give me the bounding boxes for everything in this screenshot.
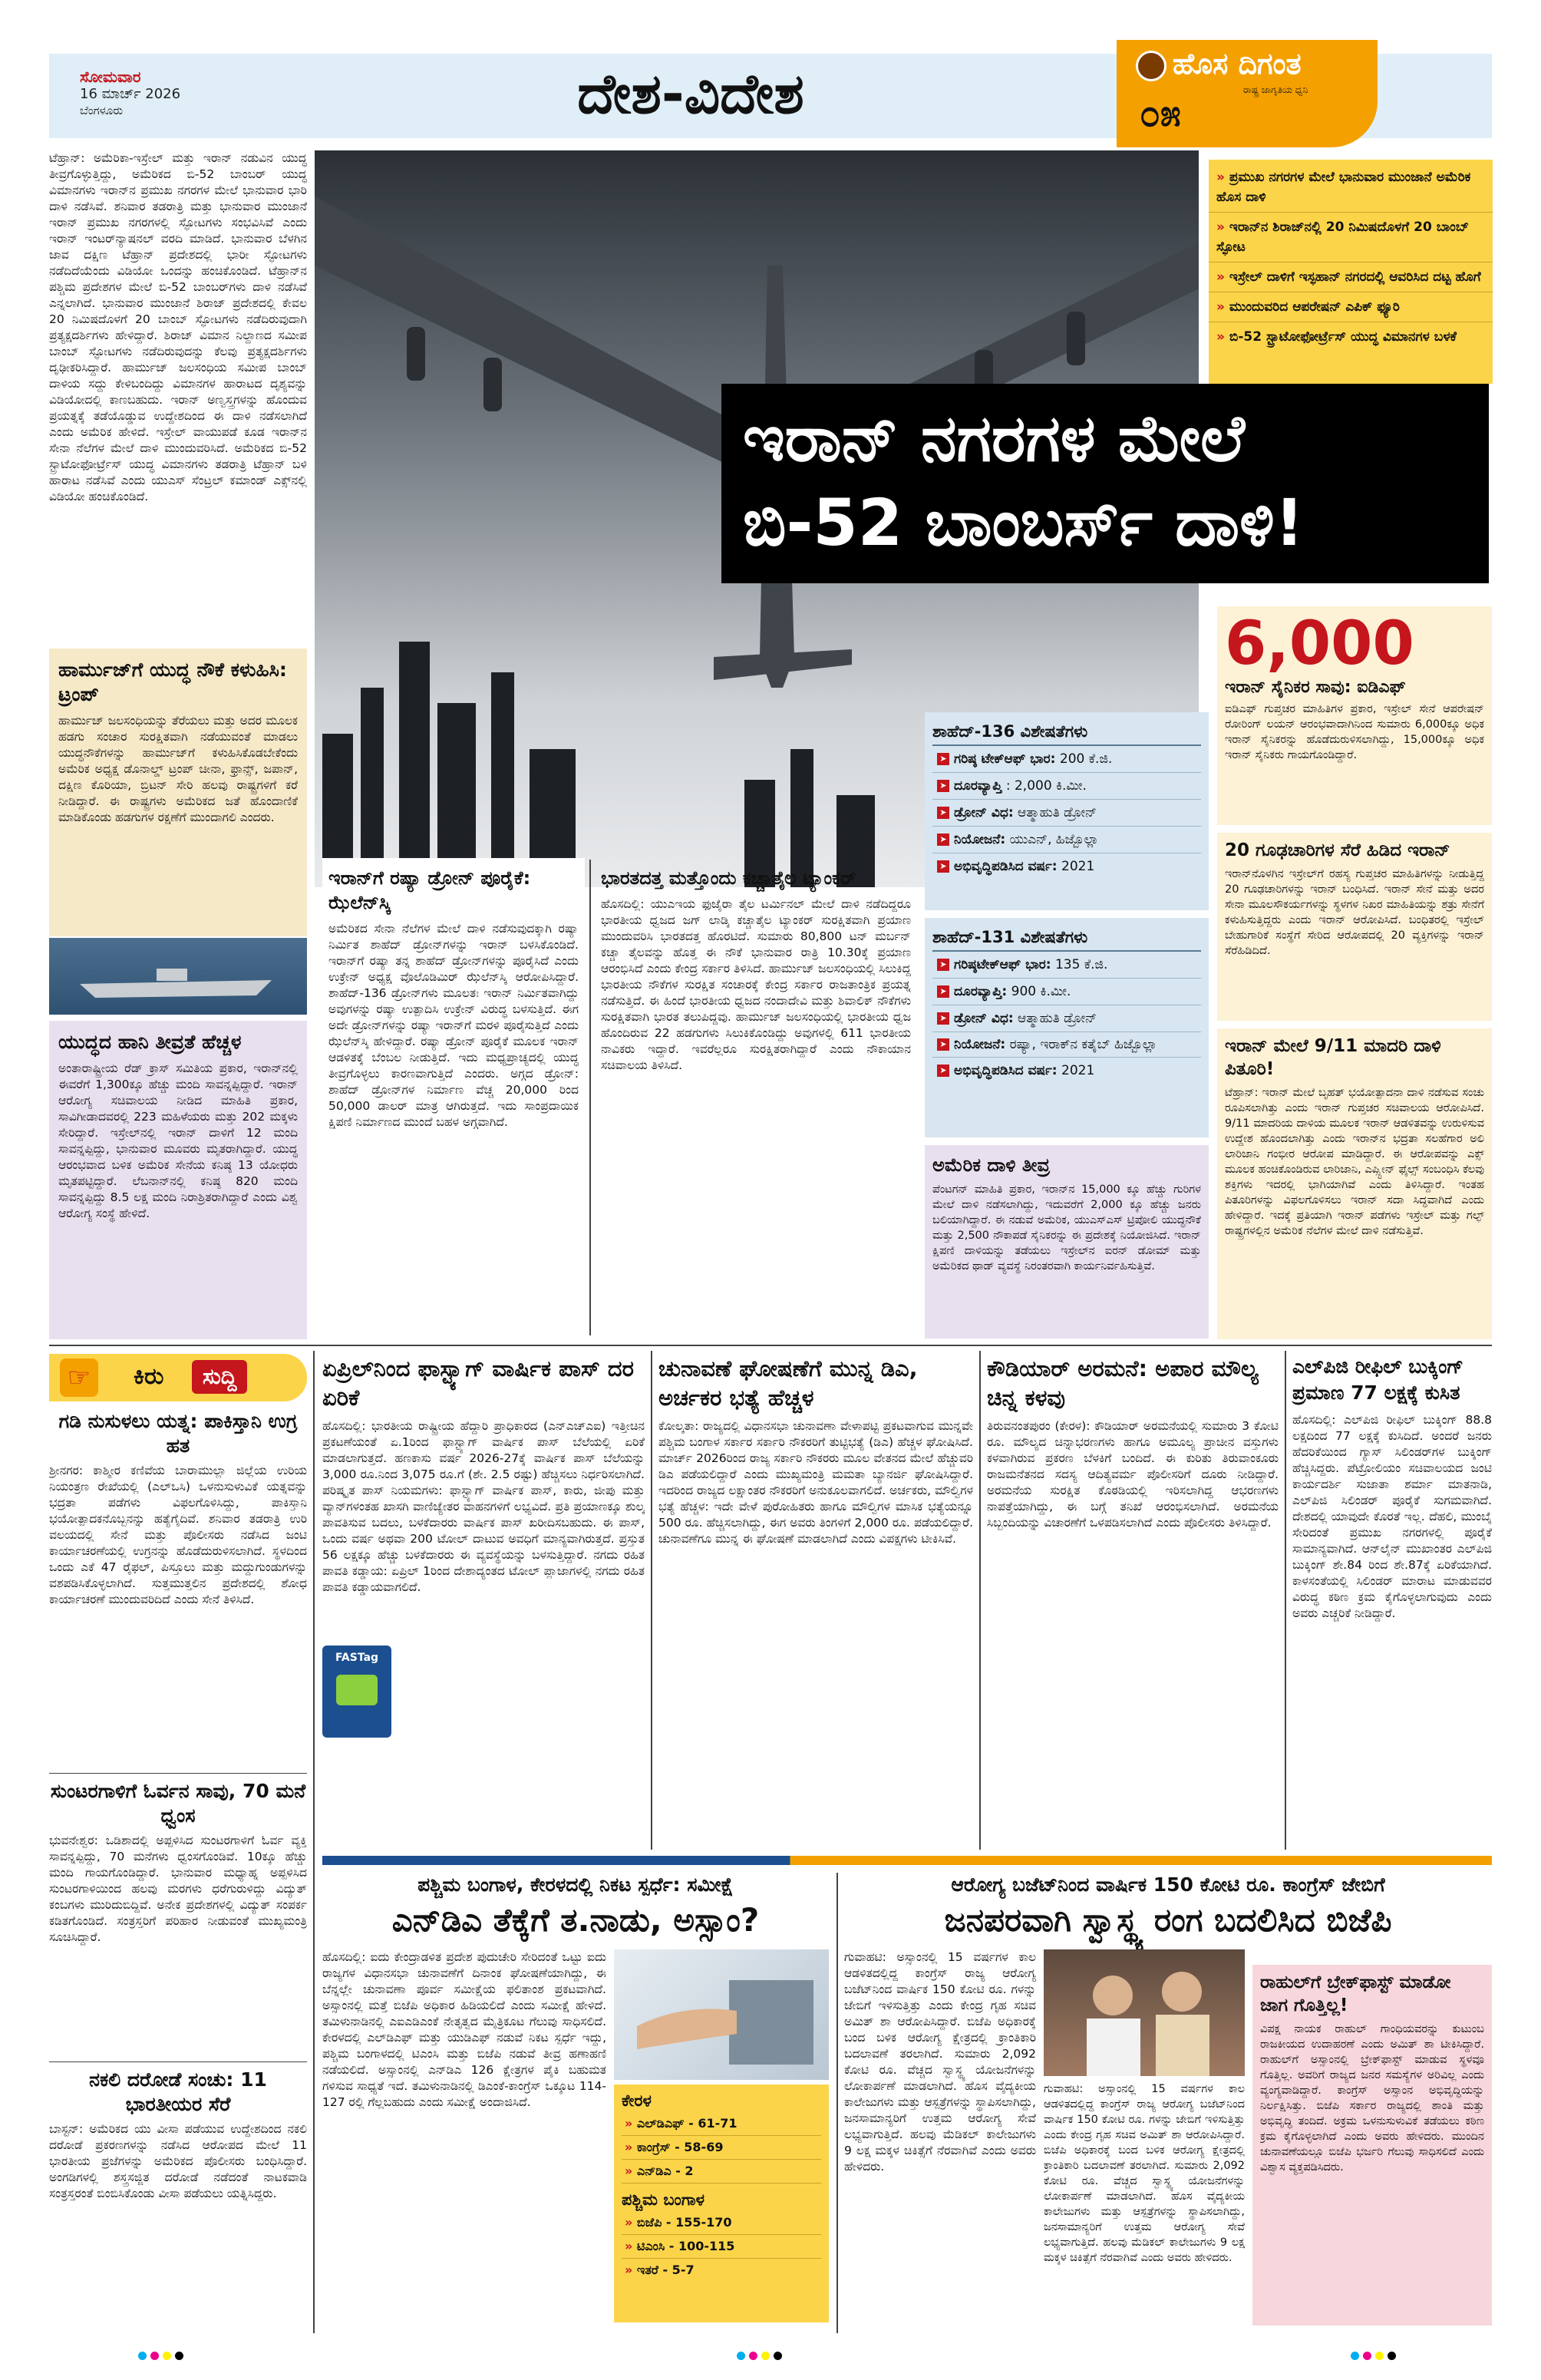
kowdiar-body: ತಿರುವನಂತಪುರಂ (ಕೇರಳ): ಕೌಡಿಯಾರ್ ಅರಮನೆಯಲ್ಲಿ ಸುಮಾರು 3 ಕೋಟಿ ರೂ. ಮೌಲ್ಯದ ಚಿನ್ನಾಭರಣಗಳು ಹಾಗೂ ಅಮೂಲ್ಯ ಪ್ರಾಚೀನ ವಸ್ತುಗಳು ಕಳವಾಗಿರುವ ಪ್ರಕರಣ ಬೆಳಕಿಗೆ ಬಂದಿದೆ. ಈ ಕುರಿತು ತಿರುವಾಂಕೂರು ರಾಜಮನೆತನದ ಸದಸ್ಯ ಆದಿತ್ಯವರ್ಮ ಪೊಲೀಸರಿಗೆ ದೂರು ನೀಡಿದ್ದಾರೆ. ಅರಮನೆಯ ಸುರಕ್ಷಿತ ಕೊಠಡಿಯಲ್ಲಿ ಇರಿಸಲಾಗಿದ್ದ ಆಭರಣಗಳು ನಾಪತ್ತೆಯಾಗಿದ್ದು, ಈ ಬಗ್ಗೆ ತನಿಖೆ ಆರಂಭಿಸಲಾಗಿದೆ. ಅರಮನೆಯ ಸಿಬ್ಬಂದಿಯನ್ನು ವಿಚಾರಣೆಗೆ ಒಳಪಡಿಸಲಾಗಿದೆ ಎಂದು ಪೊಲೀಸರು ತಿಳಿಸಿದ್ದಾರೆ. <box>987 1419 1279 1530</box>
lead-highlights <box>1209 160 1493 384</box>
spec-row: ➤ ಗರಿಷ್ಠಟೇಕ್‌ಆಫ್ ಭಾರ: 135 ಕೆ.ಜಿ. <box>932 952 1201 979</box>
ballot-hand-icon <box>614 1949 829 2080</box>
da-title: ಚುನಾವಣೆ ಘೋಷಣೆಗೆ ಮುನ್ನ ಡಿಎ, ಅರ್ಚಕರ ಭತ್ಯೆ ಹೆಚ್ಚಳ <box>658 1355 918 1411</box>
arrow-icon: ➤ <box>937 1038 949 1051</box>
drone-title: ಇರಾನ್‌ಗೆ ರಷ್ಯಾ ಡ್ರೋನ್ ಪೂರೈಕೆ: ಝೆಲೆನ್‌ಸ್ಕಿ <box>328 867 531 913</box>
hormuz-title: ಹಾರ್ಮುಜ್‌ಗೆ ಯುದ್ಧ ನೌಕೆ ಕಳುಹಿಸಿ: ಟ್ರಂಪ್ <box>58 659 287 705</box>
stat-number: 6,000 <box>1225 609 1414 678</box>
nine-eleven-box <box>1217 1028 1492 1339</box>
masthead-date-block <box>80 68 233 118</box>
stat-body: ಐಡಿಎಫ್ ಗುಪ್ತಚರ ಮಾಹಿತಿಗಳ ಪ್ರಕಾರ, ಇಸ್ರೇಲ್ ಸೇನೆ ಆಪರೇಷನ್ ರೋರಿಂಗ್ ಲಯನ್ ಆರಂಭವಾದಾಗಿನಿಂದ ಸುಮಾರು 6,000ಕ್ಕೂ ಅಧಿಕ ಇರಾನ್ ಸೈನಿಕರನ್ನು ಹೊಡೆದುರುಳಿಸಲಾಗಿದ್ದು, 15,000ಕ್ಕೂ ಅಧಿಕ ಇರಾನ್ ಸೈನಿಕರು ಗಾಯಗೊಂಡಿದ್ದಾರೆ. <box>1225 703 1484 761</box>
tanker-title: ಭಾರತದತ್ತ ಮತ್ತೊಂದು ಕಚ್ಚಾತೈಲ ಟ್ಯಾಂಕರ್ <box>601 867 856 889</box>
kiru-divider <box>49 1773 307 1774</box>
arrow-icon: ➤ <box>937 753 949 765</box>
bengal-title: ಪಶ್ಚಿಮ ಬಂಗಾಳ <box>622 2190 705 2209</box>
spies-body: ಇರಾನ್‌ನೊಳಗಿನ ಇಸ್ರೇಲ್‌ಗೆ ರಹಸ್ಯ ಗುಪ್ತಚರ ಮಾಹಿತಿಗಳನ್ನು ನೀಡುತ್ತಿದ್ದ 20 ಗೂಢಚಾರಿಗಳನ್ನು ಇರಾನ್ ಬಂಧಿಸಿದೆ. ಇರಾನ್ ಸೇನೆ ಮತ್ತು ಅದರ ಸೇನಾ ಮೂಲಸೌಕರ್ಯಗಳನ್ನು ಸ್ಥಳಗಳ ನಿಖರ ಮಾಹಿತಿಯನ್ನು ಶತ್ರು ಸೇನೆಗೆ ಕಳುಹಿಸುತ್ತಿದ್ದರು ಎಂದು ಇರಾನ್ ಆರೋಪಿಸಿದೆ. ಬಂಧಿತರಲ್ಲಿ ಇಸ್ರೇಲ್ ಬೇಹುಗಾರಿಕೆ ಸಂಸ್ಥೆಗೆ ಸೇರಿದ ಆರೋಪದಲ್ಲಿ 20 ವ್ಯಕ್ತಿಗಳನ್ನು ಇರಾನ್ ಸೆರೆಹಿಡಿದಿದೆ. <box>1225 868 1484 957</box>
survey-kicker: ಪಶ್ಚಿಮ ಬಂಗಾಳ, ಕೇರಳದಲ್ಲಿ ನಿಕಟ ಸ್ಪರ್ಧೆ: ಸಮೀಕ್ಷೆ <box>417 1873 734 1896</box>
arrow-icon: ➤ <box>937 985 949 998</box>
rahul-box <box>1252 1965 1492 2326</box>
car-icon <box>336 1675 378 1705</box>
warship-photo <box>49 938 307 1015</box>
highlight-item: » ಬಿ-52 ಸ್ಟ್ರಾಟೋಫೋರ್ಟ್ರೆಸ್ ಯುದ್ಧ ವಿಮಾನಗಳ ಬಳಕೆ <box>1216 329 1457 345</box>
column-rule <box>313 1351 315 2333</box>
lead-headline-line1: ಇರಾನ್ ನಗರಗಳ ಮೇಲೆ <box>743 401 1245 476</box>
hormuz-body: ಹಾರ್ಮುಜ್ ಜಲಸಂಧಿಯನ್ನು ತೆರೆಯಲು ಮತ್ತು ಅದರ ಮೂಲಕ ಹಡಗು ಸಂಚಾರ ಸುರಕ್ಷಿತವಾಗಿ ನಡೆಯುವಂತೆ ಮಾಡಲು ಯುದ್ಧನೌಕೆಗಳನ್ನು ಹಾರ್ಮುಜ್‌ಗೆ ಕಳುಹಿಸಿಕೊಡಬೇಕೆಂದು ಅಮೆರಿಕ ಅಧ್ಯಕ್ಷ ಡೊನಾಲ್ಡ್ ಟ್ರಂಪ್ ಚೀನಾ, ಫ್ರಾನ್ಸ್, ಜಪಾನ್, ದಕ್ಷಿಣ ಕೊರಿಯಾ, ಬ್ರಿಟನ್ ಸೇರಿ ಹಲವು ರಾಷ್ಟ್ರಗಳಿಗೆ ಕರೆ ನೀಡಿದ್ದಾರೆ. ಈ ರಾಷ್ಟ್ರಗಳು ಅಮೆರಿಕದ ಜತೆ ಹೊಂದಾಣಿಕೆ ಮಾಡಿಕೊಂಡು ಹಡಗುಗಳ ರಕ್ಷಣೆಗೆ ಮುಂದಾಗಲಿ ಎಂದರು. <box>58 714 298 824</box>
shahed136-box <box>925 712 1209 910</box>
health-title: ಜನಪರವಾಗಿ ಸ್ವಾಸ್ಥ್ಯ ರಂಗ ಬದಲಿಸಿದ ಬಿಜೆಪಿ <box>944 1901 1392 1939</box>
nine-eleven-title: ಇರಾನ್ ಮೇಲೆ 9/11 ಮಾದರಿ ದಾಳಿ ಪಿತೂರಿ! <box>1225 1036 1441 1079</box>
kiru-body: ಬಾಸ್ಟನ್: ಅಮೆರಿಕದ ಯು ವೀಸಾ ಪಡೆಯುವ ಉದ್ದೇಶದಿಂದ ನಕಲಿ ದರೋಡೆ ಪ್ರಕರಣಗಳನ್ನು ನಡೆಸಿದ ಆರೋಪದ ಮೇಲೆ 11 ಭಾರತೀಯ ಪ್ರಜೆಗಳನ್ನು ಅಮೆರಿಕದ ಪೊಲೀಸರು ಬಂಧಿಸಿದ್ದಾರೆ. ಅಂಗಡಿಗಳಲ್ಲಿ ಶಸ್ತ್ರಸಜ್ಜಿತ ದರೋಡೆ ನಡೆದಂತೆ ನಾಟಕವಾಡಿ ಸಂತ್ರಸ್ತರಂತೆ ಬಿಂಬಿಸಿಕೊಂಡು ವೀಸಾ ಪಡೆಯಲು ಯತ್ನಿಸಿದ್ದರು. <box>49 2122 307 2200</box>
column-rule <box>589 860 591 1335</box>
shahed136-title: ಶಾಹೆದ್-136 ವಿಶೇಷತೆಗಳು <box>932 718 1201 746</box>
paper-name: ಹೊಸ ದಿಗಂತ <box>1173 47 1302 81</box>
kowdiar-title: ಕೌಡಿಯಾರ್ ಅರಮನೆ: ಅಪಾರ ಮೌಲ್ಯ ಚಿನ್ನ ಕಳವು <box>987 1355 1259 1411</box>
arrow-icon: ➤ <box>937 1065 949 1077</box>
survey-body: ಹೊಸದಿಲ್ಲಿ: ಐದು ಕೇಂದ್ರಾಡಳಿತ ಪ್ರದೇಶ ಪುದುಚೇರಿ ಸೇರಿದಂತೆ ಒಟ್ಟು ಐದು ರಾಜ್ಯಗಳ ವಿಧಾನಸಭಾ ಚುನಾವಣೆಗೆ ದಿನಾಂಕ ಘೋಷಣೆಯಾಗಿದ್ದು, ಈ ಬೆನ್ನಲ್ಲೇ ಚುನಾವಣಾ ಪೂರ್ವ ಸಮೀಕ್ಷೆಯ ಫಲಿತಾಂಶ ಪ್ರಕಟವಾಗಿದೆ. ಅಸ್ಸಾಂನಲ್ಲಿ ಮತ್ತೆ ಬಿಜೆಪಿ ಅಧಿಕಾರ ಹಿಡಿಯಲಿದೆ ಎಂದು ಸಮೀಕ್ಷೆ ಹೇಳಿದೆ. ತಮಿಳುನಾಡಿನಲ್ಲಿ ಎಐಎಡಿಎಂಕೆ ನೇತೃತ್ವದ ಮೈತ್ರಿಕೂಟ ಗೆಲುವು ಸಾಧಿಸಲಿದೆ. ಕೇರಳದಲ್ಲಿ ಎಲ್‌ಡಿಎಫ್ ಮತ್ತು ಯುಡಿಎಫ್ ನಡುವೆ ನಿಕಟ ಸ್ಪರ್ಧೆ ಇದ್ದು, ಪಶ್ಚಿಮ ಬಂಗಾಳದಲ್ಲಿ ಟಿಎಂಸಿ ಮತ್ತು ಬಿಜೆಪಿ ನಡುವೆ ತೀವ್ರ ಹಣಾಹಣಿ ನಡೆಯಲಿದೆ. ಅಸ್ಸಾಂನಲ್ಲಿ ಎನ್‌ಡಿಎ 126 ಕ್ಷೇತ್ರಗಳ ಪೈಕಿ ಬಹುಮತ ಗಳಿಸುವ ಸಾಧ್ಯತೆ ಇದೆ. ತಮಿಳುನಾಡಿನಲ್ಲಿ ಡಿಎಂಕೆ-ಕಾಂಗ್ರೆಸ್ ಒಕ್ಕೂಟ 114-127 ರಲ್ಲಿ ಗೆಲ್ಲಬಹುದು ಎಂದು ಸಮೀಕ್ಷೆ ಅಂದಾಜಿಸಿದೆ. <box>322 1950 606 2109</box>
spec-row: ➤ ನಿಯೋಜನೆ: ರಷ್ಯಾ, ಇರಾಕ್‌ನ ಕತೈಬ್ ಹಿಜ್ಬೊಲ್ಲಾ <box>932 1032 1201 1058</box>
drone-body: ಅಮೆರಿಕದ ಸೇನಾ ನೆಲೆಗಳ ಮೇಲೆ ದಾಳಿ ನಡೆಸುವುದಕ್ಕಾಗಿ ರಷ್ಯಾ ನಿರ್ಮಿತ ಶಾಹೆದ್ ಡ್ರೋನ್‌ಗಳನ್ನು ಇರಾನ್ ಬಳಸಿಕೊಂಡಿದೆ. ಇರಾನ್‌ಗೆ ರಷ್ಯಾ ತನ್ನ ಶಾಹೆದ್ ಡ್ರೋನ್‌ಗಳನ್ನು ಪೂರೈಸಿದೆ ಎಂದು ಉಕ್ರೇನ್ ಅಧ್ಯಕ್ಷ ವೊಲೊಡಿಮಿರ್ ಝೆಲೆನ್‌ಸ್ಕಿ ಆರೋಪಿಸಿದ್ದಾರೆ. ಶಾಹೆದ್-136 ಡ್ರೋನ್‌ಗಳು ಮೂಲತಃ ಇರಾನ್ ನಿರ್ಮಿತವಾಗಿದ್ದು ಅವುಗಳನ್ನು ರಷ್ಯಾ ಉತ್ಪಾದಿಸಿ ಉಕ್ರೇನ್ ವಿರುದ್ಧ ಬಳಸುತ್ತಿದೆ. ಈಗ ಅದೇ ಡ್ರೋನ್‌ಗಳನ್ನು ರಷ್ಯಾ ಇರಾನ್‌ಗೆ ಮರಳಿ ಪೂರೈಸುತ್ತಿದೆ ಎಂದು ಝೆಲೆನ್‌ಸ್ಕಿ ಹೇಳಿದ್ದಾರೆ. ರಷ್ಯಾ ಡ್ರೋನ್ ಪೂರೈಕೆ ಮೂಲಕ ಇರಾನ್ ಆಡಳಿತಕ್ಕೆ ಬೆಂಬಲ ನೀಡುತ್ತಿದೆ. ಇದು ಮಧ್ಯಪ್ರಾಚ್ಯದಲ್ಲಿ ಯುದ್ಧ ತೀವ್ರಗೊಳ್ಳಲು ಕಾರಣವಾಗುತ್ತಿದೆ ಎಂದರು. ಅಗ್ಗದ ಡ್ರೋನ್: ಶಾಹೆದ್ ಡ್ರೋನ್‌ಗಳ ನಿರ್ಮಾಣ ವೆಚ್ಚ 20,000 ರಿಂದ 50,000 ಡಾಲರ್ ಮಾತ್ರ ಆಗಿರುತ್ತದೆ. ಇದು ಸಾಂಪ್ರದಾಯಿಕ ಕ್ಷಿಪಣಿ ನಿರ್ಮಾಣದ ಮುಂದೆ ಬಹಳ ಅಗ್ಗವಾಗಿದೆ. <box>328 922 579 1129</box>
brand-logo-icon <box>1136 51 1166 81</box>
kiru-body: ಭುವನೇಶ್ವರ: ಒಡಿಶಾದಲ್ಲಿ ಅಪ್ಪಳಿಸಿದ ಸುಂಟರಗಾಳಿಗೆ ಓರ್ವ ವ್ಯಕ್ತಿ ಸಾವನ್ನಪ್ಪಿದ್ದು, 70 ಮನೆಗಳು ಧ್ವಂಸಗೊಂಡಿವೆ. 10ಕ್ಕೂ ಹೆಚ್ಚು ಮಂದಿ ಗಾಯಗೊಂಡಿದ್ದಾರೆ. ಭಾನುವಾರ ಮಧ್ಯಾಹ್ನ ಅಪ್ಪಳಿಸಿದ ಸುಂಟರಗಾಳಿಯಿಂದ ಹಲವು ಮರಗಳು ಧರೆಗುರುಳಿದ್ದು ವಿದ್ಯುತ್ ಕಂಬಗಳು ಮುರಿದುಬಿದ್ದಿವೆ. ಅನೇಕ ಪ್ರದೇಶಗಳಲ್ಲಿ ವಿದ್ಯುತ್ ಸಂಪರ್ಕ ಕಡಿತಗೊಂಡಿದೆ. ಸಂತ್ರಸ್ತರಿಗೆ ಪರಿಹಾರ ನೀಡುವಂತೆ ಮುಖ್ಯಮಂತ್ರಿ ಸೂಚಿಸಿದ್ದಾರೆ. <box>49 1834 307 1944</box>
voting-photo <box>614 1949 829 2080</box>
suddi-label: ಸುದ್ದಿ <box>192 1360 247 1394</box>
column-rule <box>979 1351 981 1850</box>
fastag-story <box>322 1354 645 1845</box>
arrow-icon: ➤ <box>937 780 949 792</box>
rahul-title: ರಾಹುಲ್‌ಗೆ ಬ್ರೇಕ್‌ಫಾಸ್ಟ್ ಮಾಡೋ ಜಾಗ ಗೊತ್ತಿಲ್ಲ! <box>1260 1972 1451 2015</box>
arrow-icon: ➤ <box>937 807 949 819</box>
kiru-item <box>49 1409 307 1770</box>
lpg-body: ಹೊಸದಿಲ್ಲಿ: ಎಲ್‌ಪಿಜಿ ರೀಫಿಲ್ ಬುಕ್ಕಿಂಗ್ 88.8 ಲಕ್ಷದಿಂದ 77 ಲಕ್ಷಕ್ಕೆ ಕುಸಿದಿದೆ. ಅಂದರೆ ಜನರು ಹೆದರಿಕೆಯಿಂದ ಗ್ಯಾಸ್ ಸಿಲಿಂಡರ್‌ಗಳ ಬುಕ್ಕಿಂಗ್ ಹೆಚ್ಚಿಸಿದ್ದರು. ಪೆಟ್ರೋಲಿಯಂ ಸಚಿವಾಲಯದ ಜಂಟಿ ಕಾರ್ಯದರ್ಶಿ ಸುಜಾತಾ ಶರ್ಮಾ ಮಾತನಾಡಿ, ಎಲ್‌ಪಿಜಿ ಸಿಲಿಂಡರ್ ಪೂರೈಕೆ ಸುಗಮವಾಗಿದೆ. ದೇಶದಲ್ಲಿ ಯಾವುದೇ ಕೊರತೆ ಇಲ್ಲ. ದೆಹಲಿ, ಮುಂಬೈ ಸೇರಿದಂತೆ ಪ್ರಮುಖ ನಗರಗಳಲ್ಲಿ ಪೂರೈಕೆ ಸಾಮಾನ್ಯವಾಗಿದೆ. ಆನ್‌ಲೈನ್ ಮುಖಾಂತರ ಎಲ್‌ಪಿಜಿ ಬುಕ್ಕಿಂಗ್ ಶೇ.84 ರಿಂದ ಶೇ.87ಕ್ಕೆ ಏರಿಕೆಯಾಗಿದೆ. ಕಾಳಸಂತೆಯಲ್ಲಿ ಸಿಲಿಂಡರ್ ಮಾರಾಟ ಮಾಡುವವರ ವಿರುದ್ಧ ಕಠಿಣ ಕ್ರಮ ಕೈಗೊಳ್ಳಲಾಗುವುದು ಎಂದು ಅವರು ಎಚ್ಚರಿಕೆ ನೀಡಿದ್ದಾರೆ. <box>1292 1413 1492 1620</box>
spec-row: ➤ ಅಭಿವೃದ್ಧಿಪಡಿಸಿದ ವರ್ಷ: 2021 <box>932 1058 1201 1084</box>
highlight-item: » ಇಸ್ರೇಲ್ ದಾಳಿಗೆ ಇಸ್ಫಹಾನ್ ನಗರದಲ್ಲಿ ಆವರಿಸಿದ ದಟ್ಟ ಹೊಗೆ <box>1209 262 1493 292</box>
stat-label: ಇರಾನ್ ಸೈನಿಕರ ಸಾವು: ಐಡಿಎಫ್ <box>1225 678 1406 697</box>
drone-story <box>322 858 585 1338</box>
casualties-title: ಯುದ್ಧದ ಹಾನಿ ತೀವ್ರತೆ ಹೆಚ್ಚಳ <box>58 1031 242 1053</box>
america-attack-box <box>925 1145 1209 1339</box>
masthead-city: ಬೆಂಗಳೂರು <box>80 104 124 117</box>
spec-row: ➤ ಗರಿಷ್ಠ ಟೇಕ್‌ಆಫ್ ಭಾರ: 200 ಕೆ.ಜಿ. <box>932 746 1201 773</box>
registration-marks <box>1351 2349 1400 2363</box>
result-row: » ಕಾಂಗ್ರೆಸ್ - 58-69 <box>622 2136 821 2160</box>
shahed131-box <box>925 918 1209 1137</box>
result-row: » ಎನ್‌ಡಿಎ - 2 <box>622 2160 821 2184</box>
registration-marks <box>138 2349 187 2363</box>
arrow-icon: ➤ <box>937 1012 949 1025</box>
kiru-body: ಶ್ರೀನಗರ: ಕಾಶ್ಮೀರ ಕಣಿವೆಯ ಬಾರಾಮುಲ್ಲಾ ಜಿಲ್ಲೆಯ ಉರಿಯ ನಿಯಂತ್ರಣ ರೇಖೆಯಲ್ಲಿ (ಎಲ್‌ಒಸಿ) ಒಳನುಸುಳುವಿಕೆ ಯತ್ನವನ್ನು ಭದ್ರತಾ ಪಡೆಗಳು ವಿಫಲಗೊಳಿಸಿದ್ದು, ಪಾಕಿಸ್ತಾನಿ ಭಯೋತ್ಪಾದಕನೊಬ್ಬನನ್ನು ಹತ್ಯೆಗೈದಿವೆ. ಶನಿವಾರ ತಡರಾತ್ರಿ ಉರಿ ವಲಯದಲ್ಲಿ ಸೇನೆ ಮತ್ತು ಪೊಲೀಸರು ನಡೆಸಿದ ಜಂಟಿ ಕಾರ್ಯಾಚರಣೆಯಲ್ಲಿ ಉಗ್ರನನ್ನು ಹೊಡೆದುರುಳಿಸಲಾಗಿದೆ. ಸ್ಥಳದಿಂದ ಒಂದು ಎಕೆ 47 ರೈಫಲ್, ಪಿಸ್ತೂಲು ಮತ್ತು ಮದ್ದುಗುಂಡುಗಳನ್ನು ವಶಪಡಿಸಿಕೊಳ್ಳಲಾಗಿದೆ. ಸುತ್ತಮುತ್ತಲಿನ ಪ್ರದೇಶದಲ್ಲಿ ಶೋಧ ಕಾರ್ಯಾಚರಣೆ ಮುಂದುವರಿದಿದೆ ಎಂದು ಸೇನೆ ತಿಳಿಸಿದೆ. <box>49 1464 307 1606</box>
stat-box <box>1217 606 1492 825</box>
registration-marks <box>737 2349 786 2363</box>
survey-title: ಎನ್‌ಡಿಎ ತೆಕ್ಕೆಗೆ ತ.ನಾಡು, ಅಸ್ಸಾಂ? <box>391 1901 760 1939</box>
fastag-title: ಏಪ್ರಿಲ್‌ನಿಂದ ಫಾಸ್ಟ್ಯಾಗ್ ವಾರ್ಷಿಕ ಪಾಸ್ ದರ ಏರಿಕೆ <box>322 1355 634 1411</box>
tanker-story <box>595 858 917 1338</box>
kowdiar-story <box>987 1354 1279 1845</box>
survey-results-box <box>614 2085 829 2322</box>
hormuz-box <box>49 649 307 936</box>
hand-icon: ☞ <box>60 1358 98 1397</box>
column-rule <box>651 1351 652 1850</box>
spec-row: ➤ ನಿಯೋಜನೆ: ಯುಎನ್, ಹಿಜ್ಬೊಲ್ಲಾ <box>932 827 1201 853</box>
kiru-suddi-banner <box>49 1354 307 1401</box>
section-divider <box>49 1345 1492 1346</box>
spec-row: ➤ ದೂರವ್ಯಾಪ್ತಿ: 900 ಕಿ.ಮೀ. <box>932 979 1201 1005</box>
health-body-col2: ಗುವಾಹಟಿ: ಅಸ್ಸಾಂನಲ್ಲಿ 15 ವರ್ಷಗಳ ಕಾಲ ಆಡಳಿತದಲ್ಲಿದ್ದ ಕಾಂಗ್ರೆಸ್ ರಾಜ್ಯ ಆರೋಗ್ಯ ಬಜೆಟ್‌ನಿಂದ ವಾರ್ಷಿಕ 150 ಕೋಟಿ ರೂ. ಗಳನ್ನು ಜೇಬಿಗೆ ಇಳಿಸುತ್ತಿತ್ತು ಎಂದು ಕೇಂದ್ರ ಗೃಹ ಸಚಿವ ಅಮಿತ್ ಶಾ ಆರೋಪಿಸಿದ್ದಾರೆ. ಬಿಜೆಪಿ ಅಧಿಕಾರಕ್ಕೆ ಬಂದ ಬಳಿಕ ಆರೋಗ್ಯ ಕ್ಷೇತ್ರದಲ್ಲಿ ಕ್ರಾಂತಿಕಾರಿ ಬದಲಾವಣೆ ತರಲಾಗಿದೆ. ಸುಮಾರು 2,092 ಕೋಟಿ ರೂ. ವೆಚ್ಚದ ಸ್ವಾಸ್ಥ್ಯ ಯೋಜನೆಗಳನ್ನು ಲೋಕಾರ್ಪಣೆ ಮಾಡಲಾಗಿದೆ. ಹೊಸ ವೈದ್ಯಕೀಯ ಕಾಲೇಜುಗಳು ಮತ್ತು ಆಸ್ಪತ್ರೆಗಳನ್ನು ಸ್ಥಾಪಿಸಲಾಗಿದ್ದು, ಜನಸಾಮಾನ್ಯರಿಗೆ ಉತ್ತಮ ಆರೋಗ್ಯ ಸೇವೆ ಲಭ್ಯವಾಗುತ್ತಿದೆ. ಹಲವು ಮೆಡಿಕಲ್ ಕಾಲೇಜುಗಳು 9 ಲಕ್ಷ ಮಕ್ಕಳ ಚಿಕಿತ್ಸೆಗೆ ನೆರವಾಗಿವೆ ಎಂದು ಅವರು ಹೇಳಿದರು. <box>1044 2083 1245 2264</box>
health-body-col1: ಗುವಾಹಟಿ: ಅಸ್ಸಾಂನಲ್ಲಿ 15 ವರ್ಷಗಳ ಕಾಲ ಆಡಳಿತದಲ್ಲಿದ್ದ ಕಾಂಗ್ರೆಸ್ ರಾಜ್ಯ ಆರೋಗ್ಯ ಬಜೆಟ್‌ನಿಂದ ವಾರ್ಷಿಕ 150 ಕೋಟಿ ರೂ. ಗಳನ್ನು ಜೇಬಿಗೆ ಇಳಿಸುತ್ತಿತ್ತು ಎಂದು ಕೇಂದ್ರ ಗೃಹ ಸಚಿವ ಅಮಿತ್ ಶಾ ಆರೋಪಿಸಿದ್ದಾರೆ. ಬಿಜೆಪಿ ಅಧಿಕಾರಕ್ಕೆ ಬಂದ ಬಳಿಕ ಆರೋಗ್ಯ ಕ್ಷೇತ್ರದಲ್ಲಿ ಕ್ರಾಂತಿಕಾರಿ ಬದಲಾವಣೆ ತರಲಾಗಿದೆ. ಸುಮಾರು 2,092 ಕೋಟಿ ರೂ. ವೆಚ್ಚದ ಸ್ವಾಸ್ಥ್ಯ ಯೋಜನೆಗಳನ್ನು ಲೋಕಾರ್ಪಣೆ ಮಾಡಲಾಗಿದೆ. ಹೊಸ ವೈದ್ಯಕೀಯ ಕಾಲೇಜುಗಳು ಮತ್ತು ಆಸ್ಪತ್ರೆಗಳನ್ನು ಸ್ಥಾಪಿಸಲಾಗಿದ್ದು, ಜನಸಾಮಾನ್ಯರಿಗೆ ಉತ್ತಮ ಆರೋಗ್ಯ ಸೇವೆ ಲಭ್ಯವಾಗುತ್ತಿದೆ. ಹಲವು ಮೆಡಿಕಲ್ ಕಾಲೇಜುಗಳು 9 ಲಕ್ಷ ಮಕ್ಕಳ ಚಿಕಿತ್ಸೆಗೆ ನೆರವಾಗಿವೆ ಎಂದು ಅವರು ಹೇಳಿದರು. <box>844 1950 1036 2174</box>
lpg-story <box>1292 1354 1492 1845</box>
kiru-item <box>49 2068 307 2329</box>
nine-eleven-body: ಟೆಹ್ರಾನ್: ಇರಾನ್ ಮೇಲೆ ಬೃಹತ್ ಭಯೋತ್ಪಾದನಾ ದಾಳಿ ನಡೆಸುವ ಸಂಚು ರೂಪಿಸಲಾಗಿತ್ತು ಎಂದು ಇರಾನ್ ಗುಪ್ತಚರ ಸಚಿವಾಲಯ ಆರೋಪಿಸಿದೆ. 9/11 ಮಾದರಿಯ ದಾಳಿಯ ಮೂಲಕ ಇರಾನ್ ಆಡಳಿತವನ್ನು ಉರುಳಿಸುವ ಉದ್ದೇಶ ಹೊಂದಲಾಗಿತ್ತು ಎಂದು ಇರಾನ್‌ನ ಭದ್ರತಾ ಸಲಹೆಗಾರ ಅಲಿ ಲಾರಿಜಾನಿ ಗಂಭೀರ ಆರೋಪ ಮಾಡಿದ್ದಾರೆ. ಈ ಆರೋಪವನ್ನು ಎಕ್ಸ್ ಮೂಲಕ ಹಂಚಿಕೊಂಡಿರುವ ಲಾರಿಜಾನಿ, ಎಪ್ಸ್ಟೀನ್ ಫೈಲ್ಸ್ ಸಂಬಂಧಿಸಿ ಕೆಲವು ಶಕ್ತಿಗಳು ಇದರಲ್ಲಿ ಭಾಗಿಯಾಗಿವೆ ಎಂದು ತಿಳಿಸಿದ್ದಾರೆ. ಇಂತಹ ಪಿತೂರಿಗಳನ್ನು ವಿಫಲಗೊಳಿಸಲು ಇರಾನ್ ಸದಾ ಸಿದ್ಧವಾಗಿದೆ ಎಂದು ಹೇಳಿದ್ದಾರೆ. ಇದಕ್ಕೆ ಪ್ರತಿಯಾಗಿ ಇರಾನ್ ಪಡೆಗಳು ಇಸ್ರೇಲ್ ಮತ್ತು ಗಲ್ಫ್ ರಾಷ್ಟ್ರಗಳಲ್ಲಿನ ಅಮೆರಿಕ ನೆಲೆಗಳ ಮೇಲೆ ದಾಳಿ ನಡೆಸುತ್ತಿವೆ. <box>1225 1087 1484 1237</box>
casualties-body: ಅಂತಾರಾಷ್ಟ್ರೀಯ ರೆಡ್ ಕ್ರಾಸ್ ಸಮಿತಿಯ ಪ್ರಕಾರ, ಇರಾನ್‌ನಲ್ಲಿ ಈವರೆಗೆ 1,300ಕ್ಕೂ ಹೆಚ್ಚು ಮಂದಿ ಸಾವನ್ನಪ್ಪಿದ್ದಾರೆ. ಇರಾನ್ ಆರೋಗ್ಯ ಸಚಿವಾಲಯ ನೀಡಿದ ಮಾಹಿತಿ ಪ್ರಕಾರ, ಸಾವಿಗೀಡಾದವರಲ್ಲಿ 223 ಮಹಿಳೆಯರು ಮತ್ತು 202 ಮಕ್ಕಳು ಸೇರಿದ್ದಾರೆ. ಇಸ್ರೇಲ್‌ನಲ್ಲಿ ಇರಾನ್ ದಾಳಿಗೆ 12 ಮಂದಿ ಸಾವನ್ನಪ್ಪಿದ್ದು, ಭಾನುವಾರ ಮೂವರು ಮೃತರಾಗಿದ್ದಾರೆ. ಯುದ್ಧ ಆರಂಭವಾದ ಬಳಿಕ ಅಮೆರಿಕ ಸೇನೆಯ ಕನಿಷ್ಠ 13 ಯೋಧರು ಮೃತಪಟ್ಟಿದ್ದಾರೆ. ಲೆಬನಾನ್‌ನಲ್ಲಿ ಕನಿಷ್ಠ 820 ಮಂದಿ ಸಾವನ್ನಪ್ಪಿದ್ದು 8.5 ಲಕ್ಷ ಮಂದಿ ನಿರಾಶ್ರಿತರಾಗಿದ್ದಾರೆ ಎಂದು ವಿಶ್ವ ಆರೋಗ್ಯ ಸಂಸ್ಥೆ ಹೇಳಿದೆ. <box>58 1061 298 1220</box>
kiru-title: ಗಡಿ ನುಸುಳಲು ಯತ್ನ: ಪಾಕಿಸ್ತಾನಿ ಉಗ್ರ ಹತ <box>58 1410 298 1457</box>
lpg-title: ಎಲ್‌ಪಿಜಿ ರೀಫಿಲ್ ಬುಕ್ಕಿಂಗ್ ಪ್ರಮಾಣ 77 ಲಕ್ಷಕ್ಕೆ ಕುಸಿತ <box>1292 1355 1463 1404</box>
kiru-divider <box>49 2061 307 2062</box>
america-attack-title: ಅಮೆರಿಕ ದಾಳಿ ತೀವ್ರ <box>932 1154 1050 1176</box>
arrow-icon: ➤ <box>937 860 949 873</box>
highlight-item: » ಇರಾನ್‌ನ ಶಿರಾಜ್‌ನಲ್ಲಿ 20 ನಿಮಿಷದೊಳಗೆ 20 ಬಾಂಬ್ ಸ್ಫೋಟ <box>1209 213 1493 262</box>
kiru-title: ನಕಲಿ ದರೋಡೆ ಸಂಚು: 11 ಭಾರತೀಯರ ಸೆರೆ <box>89 2068 267 2115</box>
page-number: ೦೫ <box>1140 92 1181 135</box>
tanker-body: ಹೊಸದಿಲ್ಲಿ: ಯುಎಇಯ ಫುಜೈರಾ ತೈಲ ಟರ್ಮಿನಲ್ ಮೇಲೆ ದಾಳಿ ನಡೆದಿದ್ದರೂ ಭಾರತೀಯ ಧ್ವಜದ ಜಗ್ ಲಾಡ್ಕಿ ಕಚ್ಚಾತೈಲ ಟ್ಯಾಂಕರ್ ಸುರಕ್ಷಿತವಾಗಿ ಪ್ರಯಾಣ ಮುಂದುವರಿಸಿ ಭಾರತದತ್ತ ಹೊರಟಿದೆ. ಸುಮಾರು 80,800 ಟನ್ ಮರ್ಬನ್ ಕಚ್ಚಾ ತೈಲವನ್ನು ಹೊತ್ತ ಈ ನೌಕೆ ಭಾನುವಾರ ರಾತ್ರಿ 10.30ಕ್ಕೆ ಪ್ರಯಾಣ ಆರಂಭಿಸಿದೆ ಎಂದು ಕೇಂದ್ರ ಸರ್ಕಾರ ತಿಳಿಸಿದೆ. ಹಾರ್ಮುಜ್ ಜಲಸಂಧಿಯಲ್ಲಿ ಸಿಲುಕಿದ್ದ ಭಾರತೀಯ ನೌಕೆಗಳ ಸುರಕ್ಷಿತ ಸಂಚಾರಕ್ಕೆ ಕೇಂದ್ರ ಸರ್ಕಾರ ರಾಜತಾಂತ್ರಿಕ ಪ್ರಯತ್ನ ನಡೆಸುತ್ತಿದೆ. ಈ ಹಿಂದೆ ಭಾರತೀಯ ಧ್ವಜದ ನಂದಾದೇವಿ ಮತ್ತು ಶಿವಾಲಿಕ್ ನೌಕೆಗಳು ಸುರಕ್ಷಿತವಾಗಿ ಭಾರತ ತಲುಪಿದ್ದವು. ಹಾರ್ಮುಜ್ ಜಲಸಂಧಿಯಲ್ಲಿ ಭಾರತೀಯ ಧ್ವಜ ಹೊಂದಿರುವ 22 ಹಡಗುಗಳು ಸಿಲುಕಿಕೊಂಡಿದ್ದು ಅವುಗಳಲ್ಲಿ 611 ಭಾರತೀಯ ನಾವಿಕರು ಇದ್ದಾರೆ. ಇವರೆಲ್ಲರೂ ಸುರಕ್ಷಿತರಾಗಿದ್ದಾರೆ ಎಂದು ನೌಕಾಯಾನ ಸಚಿವಾಲಯ ತಿಳಿಸಿದೆ. <box>601 897 911 1072</box>
fastag-body: ಹೊಸದಿಲ್ಲಿ: ಭಾರತೀಯ ರಾಷ್ಟ್ರೀಯ ಹೆದ್ದಾರಿ ಪ್ರಾಧಿಕಾರದ (ಎನ್‌ಎಚ್‌ಎಐ) ಇತ್ತೀಚಿನ ಪ್ರಕಟಣೆಯಂತೆ ಏ.1ರಿಂದ ಫಾಸ್ಟ್ಯಾಗ್ ವಾರ್ಷಿಕ ಪಾಸ್ ಬೆಲೆಯಲ್ಲಿ ಏರಿಕೆ ಮಾಡಲಾಗುತ್ತದೆ. ಹಣಕಾಸು ವರ್ಷ 2026-27ಕ್ಕೆ ವಾರ್ಷಿಕ ಪಾಸ್ ಬೆಲೆಯನ್ನು 3,000 ರೂ.ನಿಂದ 3,075 ರೂ.ಗೆ (ಶೇ. 2.5 ರಷ್ಟು) ಹೆಚ್ಚಿಸಲು ನಿರ್ಧರಿಸಲಾಗಿದೆ. ಪರಿಷ್ಕೃತ ಪಾಸ್ ನಿಯಮಗಳು: ಫಾಸ್ಟ್ಯಾಗ್ ವಾರ್ಷಿಕ ಪಾಸ್, ಕಾರು, ಜೀಪು ಮತ್ತು ವ್ಯಾನ್‌ಗಳಂತಹ ಖಾಸಗಿ ವಾಣಿಜ್ಯೇತರ ವಾಹನಗಳಿಗೆ ಲಭ್ಯವಿದೆ. ಪ್ರತಿ ಪ್ರಯಾಣಕ್ಕೂ ಶುಲ್ಕ ಪಾವತಿಸುವ ಬದಲು, ಬಳಕೆದಾರರು ವಾರ್ಷಿಕ ಪಾಸ್ ಖರೀದಿಸಬಹುದು. ಈ ಪಾಸ್, ಒಂದು ವರ್ಷ ಅಥವಾ 200 ಟೋಲ್ ದಾಟುವ ಅವಧಿಗೆ ಮಾನ್ಯವಾಗಿರುತ್ತದೆ. ಪ್ರಸ್ತುತ 56 ಲಕ್ಷಕ್ಕೂ ಹೆಚ್ಚು ಬಳಕೆದಾರರು ಈ ವ್ಯವಸ್ಥೆಯನ್ನು ಬಳಸುತ್ತಿದ್ದಾರೆ. ನಗದು ರಹಿತ ಪಾವತಿ ಕಡ್ಡಾಯ: ಏಪ್ರಿಲ್ 1ರಿಂದ ದೇಶಾದ್ಯಂತದ ಟೋಲ್ ಪ್ಲಾಜಾಗಳಲ್ಲಿ ನಗದು ರಹಿತ ಪಾವತಿ ಕಡ್ಡಾಯವಾಗಲಿದೆ. <box>322 1419 645 1594</box>
arrow-icon: ➤ <box>937 833 949 846</box>
spies-box <box>1217 833 1492 1021</box>
lead-headline <box>721 384 1489 583</box>
colour-bar <box>322 1856 1492 1865</box>
kerala-title: ಕೇರಳ <box>622 2091 652 2110</box>
health-kicker: ಆರೋಗ್ಯ ಬಜೆಟ್‌ನಿಂದ ವಾರ್ಷಿಕ 150 ಕೋಟಿ ರೂ. ಕಾಂಗ್ರೆಸ್ ಜೇಬಿಗೆ <box>951 1873 1385 1896</box>
spec-row: ➤ ದೂರವ್ಯಾಪ್ತಿ : 2,000 ಕಿ.ಮೀ. <box>932 773 1201 800</box>
result-row: » ಬಿಜೆಪಿ - 155-170 <box>622 2211 821 2235</box>
person-icon <box>1044 1949 1245 2076</box>
warship-icon <box>49 938 307 1015</box>
kiru-title: ಸುಂಟರಗಾಳಿಗೆ ಓರ್ವನ ಸಾವು, 70 ಮನೆ ಧ್ವಂಸ <box>50 1780 306 1827</box>
da-body: ಕೋಲ್ಕತಾ: ರಾಜ್ಯದಲ್ಲಿ ವಿಧಾನಸಭಾ ಚುನಾವಣಾ ವೇಳಾಪಟ್ಟಿ ಪ್ರಕಟವಾಗುವ ಮುನ್ನವೇ ಪಶ್ಚಿಮ ಬಂಗಾಳ ಸರ್ಕಾರ ಸರ್ಕಾರಿ ನೌಕರರಿಗೆ ತುಟ್ಟಿಭತ್ಯೆ (ಡಿಎ) ಹೆಚ್ಚಳ ಘೋಷಿಸಿದೆ. ಮಾರ್ಚ್ 2026ರಿಂದ ರಾಜ್ಯ ಸರ್ಕಾರಿ ನೌಕರರು ಮೂಲ ವೇತನದ ಮೇಲೆ ಹೆಚ್ಚುವರಿ ಡಿಎ ಪಡೆಯಲಿದ್ದಾರೆ ಎಂದು ಮುಖ್ಯಮಂತ್ರಿ ಮಮತಾ ಬ್ಯಾನರ್ಜಿ ಘೋಷಿಸಿದ್ದಾರೆ. ಇದರಿಂದ ರಾಜ್ಯದ ಲಕ್ಷಾಂತರ ನೌಕರರಿಗೆ ಅನುಕೂಲವಾಗಲಿದೆ. ಅರ್ಚಕರು, ಮೌಲ್ವಿಗಳ ಭತ್ಯೆ ಹೆಚ್ಚಳ: ಇದೇ ವೇಳೆ ಪುರೋಹಿತರು ಹಾಗೂ ಮೌಲ್ವಿಗಳ ಮಾಸಿಕ ಭತ್ಯೆಯನ್ನೂ 500 ರೂ. ಹೆಚ್ಚಿಸಲಾಗಿದ್ದು, ಈಗ ಅವರು ತಿಂಗಳಿಗೆ 2,000 ರೂ. ಪಡೆಯಲಿದ್ದಾರೆ. ಚುನಾವಣೆಗೂ ಮುನ್ನ ಈ ಘೋಷಣೆ ಮಾಡಲಾಗಿದೆ ಎಂದು ವಿಪಕ್ಷಗಳು ಟೀಕಿಸಿವೆ. <box>658 1419 973 1546</box>
spec-row: ➤ ಡ್ರೋನ್ ವಿಧ: ಆತ್ಮಾಹುತಿ ಡ್ರೋನ್ <box>932 800 1201 827</box>
highlight-item: » ಮುಂದುವರಿದ ಆಪರೇಷನ್ ಎಪಿಕ್ ಫ್ಯೂರಿ <box>1209 292 1493 322</box>
lead-headline-line2: ಬಿ-52 ಬಾಂಬರ್ಸ್ ದಾಳಿ! <box>743 485 1305 560</box>
result-row: » ಎಲ್‌ಡಿಎಫ್ - 61-71 <box>622 2112 821 2136</box>
da-story <box>658 1354 973 1845</box>
fastag-logo <box>322 1646 391 1738</box>
result-row: » ಟಿಎಂಸಿ - 100-115 <box>622 2235 821 2259</box>
arrow-icon: ➤ <box>937 959 949 971</box>
spec-row: ➤ ಅಭಿವೃದ್ಧಿಪಡಿಸಿದ ವರ್ಷ: 2021 <box>932 853 1201 880</box>
kiru-item <box>49 1779 307 2055</box>
america-attack-body: ಪೆಂಟಗನ್ ಮಾಹಿತಿ ಪ್ರಕಾರ, ಇರಾನ್‌ನ 15,000 ಕ್ಕೂ ಹೆಚ್ಚು ಗುರಿಗಳ ಮೇಲೆ ದಾಳಿ ನಡೆಸಲಾಗಿದ್ದು, ಇದುವರೆಗೆ 2,000 ಕ್ಕೂ ಹೆಚ್ಚು ಜನರು ಬಲಿಯಾಗಿದ್ದಾರೆ. ಈ ನಡುವೆ ಅಮೆರಿಕ, ಯುಎಸ್ಎಸ್ ಟ್ರಿಪೋಲಿ ಯುದ್ಧನೌಕೆ ಮತ್ತು 2,500 ನೌಕಾಪಡೆ ಸೈನಿಕರನ್ನು ಈ ಪ್ರದೇಶಕ್ಕೆ ನಿಯೋಜಿಸಿದೆ. ಇರಾನ್ ಕ್ಷಿಪಣಿ ದಾಳಿಯನ್ನು ತಡೆಯಲು ಇಸ್ರೇಲ್‌ನ ಐರನ್ ಡೋಮ್ ಮತ್ತು ಅಮೆರಿಕದ ಥಾಡ್ ವ್ಯವಸ್ಥೆ ನಿರಂತರವಾಗಿ ಕಾರ್ಯನಿರ್ವಹಿಸುತ್ತಿವೆ. <box>932 1183 1201 1273</box>
spies-title: 20 ಗೂಢಚಾರಿಗಳ ಸೆರೆ ಹಿಡಿದ ಇರಾನ್ <box>1225 840 1450 860</box>
masthead-day: ಸೋಮವಾರ <box>80 68 141 86</box>
highlight-item: » ಪ್ರಮುಖ ನಗರಗಳ ಮೇಲೆ ಭಾನುವಾರ ಮುಂಜಾನೆ ಅಮೆರಿಕ ಹೊಸ ದಾಳಿ <box>1209 163 1493 213</box>
rahul-body: ವಿಪಕ್ಷ ನಾಯಕ ರಾಹುಲ್ ಗಾಂಧಿಯವರನ್ನು ಕುಟುಂಬ ರಾಜಕೀಯದ ಉದಾಹರಣೆ ಎಂದು ಅಮಿತ್ ಶಾ ಟೀಕಿಸಿದ್ದಾರೆ. ರಾಹುಲ್‌ಗೆ ಅಸ್ಸಾಂನಲ್ಲಿ ಬ್ರೇಕ್‌ಫಾಸ್ಟ್ ಮಾಡುವ ಸ್ಥಳವೂ ಗೊತ್ತಿಲ್ಲ. ಅವರಿಗೆ ರಾಜ್ಯದ ಜನರ ಸಮಸ್ಯೆಗಳ ಅರಿವಿಲ್ಲ ಎಂದು ವ್ಯಂಗ್ಯವಾಡಿದ್ದಾರೆ. ಕಾಂಗ್ರೆಸ್ ಅಸ್ಸಾಂನ ಅಭಿವೃದ್ಧಿಯನ್ನು ನಿರ್ಲಕ್ಷಿಸಿತ್ತು. ಬಿಜೆಪಿ ಸರ್ಕಾರ ರಾಜ್ಯದಲ್ಲಿ ಶಾಂತಿ ಮತ್ತು ಅಭಿವೃದ್ಧಿ ತಂದಿದೆ. ಅಕ್ರಮ ಒಳನುಸುಳುವಿಕೆ ತಡೆಯಲು ಕಠಿಣ ಕ್ರಮ ಕೈಗೊಳ್ಳಲಾಗಿದೆ ಎಂದು ಅವರು ಹೇಳಿದರು. ಮುಂದಿನ ಚುನಾವಣೆಯಲ್ಲೂ ಬಿಜೆಪಿ ಭರ್ಜರಿ ಗೆಲುವು ಸಾಧಿಸಲಿದೆ ಎಂದು ವಿಶ್ವಾಸ ವ್ಯಕ್ತಪಡಿಸಿದರು. <box>1260 2023 1484 2174</box>
paper-tagline: ರಾಷ್ಟ್ರ ಜಾಗೃತಿಯ ಧ್ವನಿ <box>1243 84 1308 95</box>
amit-shah-photo <box>1044 1949 1245 2076</box>
column-rule <box>836 1873 838 2333</box>
lead-body: ಟೆಹ್ರಾನ್: ಅಮೆರಿಕಾ-ಇಸ್ರೇಲ್ ಮತ್ತು ಇರಾನ್ ನಡುವಿನ ಯುದ್ಧ ತೀವ್ರಗೊಳ್ಳುತ್ತಿದ್ದು, ಅಮೆರಿಕದ ಬಿ-52 ಬಾಂಬರ್ ಯುದ್ಧ ವಿಮಾನಗಳು ಇರಾನ್‌ನ ಪ್ರಮುಖ ನಗರಗಳ ಮೇಲೆ ಭಾನುವಾರ ಭಾರಿ ದಾಳಿ ನಡೆಸಿವೆ. ಶನಿವಾರ ತಡರಾತ್ರಿ ಮತ್ತು ಭಾನುವಾರ ಮುಂಜಾನೆ ಇರಾನ್ ಪ್ರಮುಖ ನಗರಗಳಲ್ಲಿ ಸ್ಫೋಟಗಳು ಸಂಭವಿಸಿವೆ ಎಂದು ಇರಾನ್ ಇಂಟರ್‌ನ್ಯಾಷನಲ್ ವರದಿ ಮಾಡಿದೆ. ಭಾನುವಾರ ಬೆಳಗಿನ ಜಾವ ದಕ್ಷಿಣ ಟೆಹ್ರಾನ್ ಪ್ರದೇಶದಲ್ಲಿ ಭಾರೀ ಸ್ಫೋಟಗಳು ನಡೆದಿದೆಯೆಂದು ವಿಡಿಯೋ ಒಂದನ್ನು ಹಂಚಿಕೊಂಡಿದೆ. ಟೆಹ್ರಾನ್‌ನ ಪಶ್ಚಿಮ ಪ್ರದೇಶಗಳ ಮೇಲೆ ಬಿ-52 ಬಾಂಬರ್‌ಗಳು ದಾಳಿ ನಡೆಸಿವೆ ಎನ್ನಲಾಗಿದೆ. ಭಾನುವಾರ ಮುಂಜಾನೆ ಶಿರಾಜ್ ಪ್ರದೇಶದಲ್ಲಿ ಕೇವಲ 20 ನಿಮಿಷದೊಳಗೆ 20 ಬಾಂಬ್ ಸ್ಫೋಟಗಳು ನಡೆದಿರುವುದಾಗಿ ಪ್ರತ್ಯಕ್ಷದರ್ಶಿಗಳು ಹೇಳಿದ್ದಾರೆ. ಶಿರಾಜ್ ವಿಮಾನ ನಿಲ್ದಾಣದ ಸಮೀಪ ಬಾಂಬ್ ಸ್ಫೋಟಗಳು ನಡೆದಿರುವುದನ್ನು ಕೆಲವು ಪ್ರತ್ಯಕ್ಷದರ್ಶಿಗಳು ದೃಢೀಕರಿಸಿದ್ದಾರೆ. ಹಾರ್ಮುಜ್ ಜಲಸಂಧಿಯ ಸಮೀಪ ಬಾಂಬ್ ದಾಳಿಯ ಸದ್ದು ಕೇಳಿಬಂದಿದ್ದು ವಿಮಾನಗಳ ಹಾರಾಟದ ದೃಶ್ಯವನ್ನು ವಿಡಿಯೋದಲ್ಲಿ ಕಾಣಬಹುದು. ಇರಾನ್ ಅಣ್ವಸ್ತ್ರಗಳನ್ನು ಹೊಂದುವ ಪ್ರಯತ್ನಕ್ಕೆ ತಡೆಯೊಡ್ಡುವ ಉದ್ದೇಶದಿಂದ ಈ ದಾಳಿ ನಡೆಸಲಾಗಿದೆ ಎಂದು ಅಮೆರಿಕ ಹೇಳಿದೆ. ಇಸ್ರೇಲ್ ವಾಯುಪಡೆ ಕೂಡ ಇರಾನ್‌ನ ಸೇನಾ ನೆಲೆಗಳ ಮೇಲೆ ದಾಳಿ ಮುಂದುವರಿಸಿದೆ. ಅಮೆರಿಕದ ಬಿ-52 ಸ್ಟ್ರಾಟೋಫೋರ್ಟ್ರೆಸ್ ಯುದ್ಧ ವಿಮಾನಗಳು ತಡರಾತ್ರಿ ಟೆಹ್ರಾನ್ ಬಳಿ ಹಾರಾಟ ನಡೆಸಿವೆ ಎಂದು ಯುಎಸ್ ಸೆಂಟ್ರಲ್ ಕಮಾಂಡ್ ಎಕ್ಸ್‌ನಲ್ಲಿ ವಿಡಿಯೋ ಹಂಚಿಕೊಂಡಿದೆ. <box>49 151 307 503</box>
kiru-label: ಕಿರು <box>134 1363 164 1390</box>
section-title: ದೇಶ-ವಿದೇಶ <box>577 61 804 126</box>
masthead-date: 16 ಮಾರ್ಚ್ 2026 <box>80 86 181 102</box>
spec-row: ➤ ಡ್ರೋನ್ ವಿಧ: ಆತ್ಮಾಹುತಿ ಡ್ರೋನ್ <box>932 1005 1201 1032</box>
casualties-box <box>49 1021 307 1339</box>
result-row: » ಇತರೆ - 5-7 <box>625 2263 695 2277</box>
column-rule <box>1285 1351 1286 1850</box>
shahed131-title: ಶಾಹೆದ್-131 ವಿಶೇಷತೆಗಳು <box>932 924 1201 952</box>
fastag-logo-text: FASTag <box>335 1652 379 1664</box>
